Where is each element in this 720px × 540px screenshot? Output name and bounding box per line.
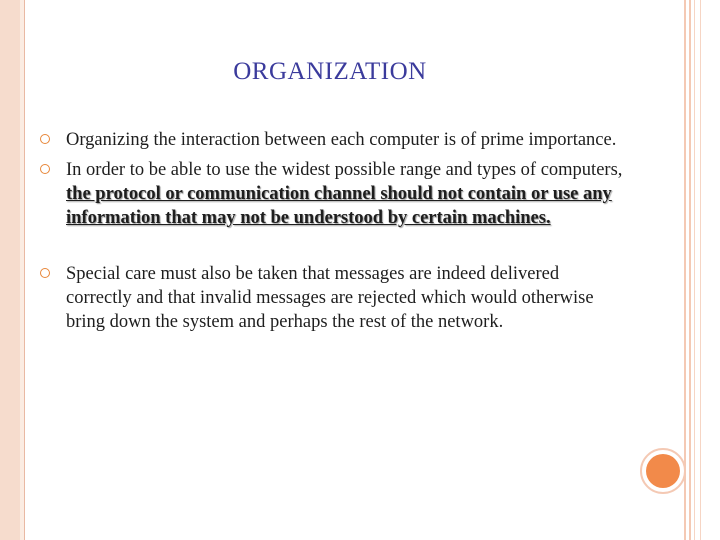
right-decor-line [700,0,701,540]
slide-title-text: ORGANIZATION [233,58,427,85]
right-decor-line [684,0,686,540]
bullet-text: Organizing the interaction between each computer is of prime importance. [66,130,617,150]
bullet-list [40,128,625,334]
bullet-text: Special care must also be taken that messages are indeed delivered correctly and that invalid messages are rejected which would otherwise bring down the system and perhaps the rest of the network. [66,264,594,332]
bullet-item [40,158,625,230]
right-decor-line [689,0,691,540]
bullet-text: In order to be able to use the widest possible range and types of computers, [66,160,623,180]
accent-circle-decoration [640,448,686,494]
slide-title [0,58,660,86]
right-decor-line [694,0,695,540]
bullet-item [40,128,625,152]
bullet-emphasis-text: the protocol or communication channel should not contain or use any information that may not be understood by certain machines. [66,184,612,228]
circle-bullet-icon [40,134,50,144]
circle-bullet-icon [40,164,50,174]
circle-bullet-icon [40,268,50,278]
bullet-item [40,262,625,334]
accent-circle-fill [646,454,680,488]
